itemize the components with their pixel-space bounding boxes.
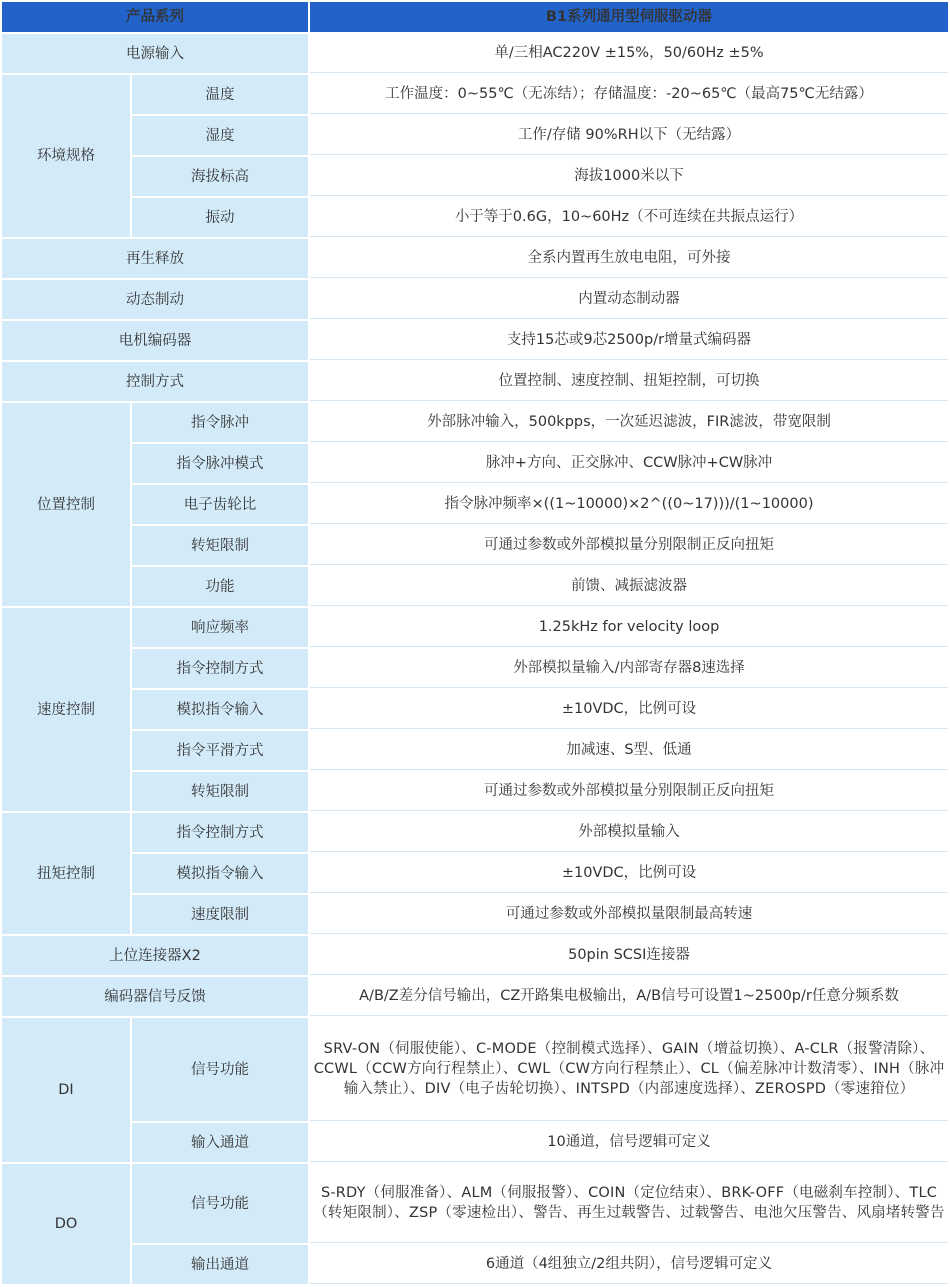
label-motor-encoder: 电机编码器 <box>2 321 308 360</box>
row-pos-torque-limit <box>2 526 948 565</box>
label-do-channels: 输出通道 <box>132 1245 308 1284</box>
row-spd-smoothing <box>2 731 948 770</box>
value-vibration: 小于等于0.6G，10~60Hz（不可连续在共振点运行） <box>310 198 948 237</box>
product-header: B1系列通用型伺服驱动器 <box>310 2 948 32</box>
row-pos-gear-ratio <box>2 485 948 524</box>
value-trq-speed-limit: 可通过参数或外部模拟量限制最高转速 <box>310 895 948 934</box>
value-power-input: 单/三相AC220V ±15%，50/60Hz ±5% <box>310 34 948 73</box>
row-power-input <box>2 34 948 73</box>
value-motor-encoder: 支持15芯或9芯2500p/r增量式编码器 <box>310 321 948 360</box>
label-altitude: 海拔标高 <box>132 157 308 196</box>
header-row <box>2 2 948 32</box>
value-spd-cmd-mode: 外部模拟量输入/内部寄存器8速选择 <box>310 649 948 688</box>
value-spd-analog: ±10VDC，比例可设 <box>310 690 948 729</box>
row-pos-pulse-mode <box>2 444 948 483</box>
label-vibration: 振动 <box>132 198 308 237</box>
label-do-signal-func: 信号功能 <box>132 1164 308 1243</box>
row-encoder-feedback <box>2 977 948 1016</box>
label-position-control: 位置控制 <box>2 403 130 606</box>
value-pos-function: 前馈、减振滤波器 <box>310 567 948 606</box>
row-env-temperature <box>2 75 948 114</box>
row-di-channels <box>2 1123 948 1162</box>
label-di-channels: 输入通道 <box>132 1123 308 1162</box>
value-trq-analog: ±10VDC，比例可设 <box>310 854 948 893</box>
value-altitude: 海拔1000米以下 <box>310 157 948 196</box>
value-host-connector: 50pin SCSI连接器 <box>310 936 948 975</box>
value-cmd-pulse: 外部脉冲输入，500kpps，一次延迟滤波，FIR滤波，带宽限制 <box>310 403 948 442</box>
label-regen: 再生释放 <box>2 239 308 278</box>
value-do-channels: 6通道（4组独立/2组共阴），信号逻辑可定义 <box>310 1245 948 1284</box>
label-spd-analog: 模拟指令输入 <box>132 690 308 729</box>
value-temperature: 工作温度：0~55℃（无冻结）；存储温度：-20~65℃（最高75℃无结露） <box>310 75 948 114</box>
row-control-mode <box>2 362 948 401</box>
label-speed-control: 速度控制 <box>2 608 130 811</box>
label-do: DO <box>2 1164 130 1284</box>
series-header: 产品系列 <box>2 2 308 32</box>
value-response-freq: 1.25kHz for velocity loop <box>310 608 948 647</box>
label-power-input: 电源输入 <box>2 34 308 73</box>
label-di: DI <box>2 1018 130 1162</box>
label-trq-speed-limit: 速度限制 <box>132 895 308 934</box>
row-trq-speed-limit <box>2 895 948 934</box>
label-host-connector: 上位连接器X2 <box>2 936 308 975</box>
label-cmd-pulse-mode: 指令脉冲模式 <box>132 444 308 483</box>
row-pos-function <box>2 567 948 606</box>
label-environment: 环境规格 <box>2 75 130 237</box>
row-env-vibration <box>2 198 948 237</box>
row-spd-cmd-mode <box>2 649 948 688</box>
row-spd-torque-limit <box>2 772 948 811</box>
value-regen: 全系内置再生放电电阻，可外接 <box>310 239 948 278</box>
label-spd-smoothing: 指令平滑方式 <box>132 731 308 770</box>
row-spd-response <box>2 608 948 647</box>
value-spd-smoothing: 加减速、S型、低通 <box>310 731 948 770</box>
value-humidity: 工作/存储 90%RH以下（无结露） <box>310 116 948 155</box>
value-pos-torque-limit: 可通过参数或外部模拟量分别限制正反向扭矩 <box>310 526 948 565</box>
row-motor-encoder <box>2 321 948 360</box>
value-cmd-pulse-mode: 脉冲+方向、正交脉冲、CCW脉冲+CW脉冲 <box>310 444 948 483</box>
row-regen <box>2 239 948 278</box>
label-dynamic-brake: 动态制动 <box>2 280 308 319</box>
value-trq-cmd-mode: 外部模拟量输入 <box>310 813 948 852</box>
label-humidity: 湿度 <box>132 116 308 155</box>
row-dynamic-brake <box>2 280 948 319</box>
row-spd-analog <box>2 690 948 729</box>
row-do-channels <box>2 1245 948 1284</box>
label-encoder-feedback: 编码器信号反馈 <box>2 977 308 1016</box>
label-trq-cmd-mode: 指令控制方式 <box>132 813 308 852</box>
row-pos-pulse <box>2 403 948 442</box>
row-host-connector <box>2 936 948 975</box>
value-control-mode: 位置控制、速度控制、扭矩控制，可切换 <box>310 362 948 401</box>
label-spd-cmd-mode: 指令控制方式 <box>132 649 308 688</box>
label-torque-control: 扭矩控制 <box>2 813 130 934</box>
row-trq-analog <box>2 854 948 893</box>
row-di-signals <box>2 1018 948 1121</box>
label-spd-torque-limit: 转矩限制 <box>132 772 308 811</box>
value-do-signal-func: S-RDY（伺服准备）、ALM（伺服报警）、COIN（定位结束）、BRK-OFF（电磁刹车控制）、TLC（转矩限制）、ZSP（零速检出）、警告、再生过载警告、过载警告、电池欠压警告、风扇堵转警告 <box>310 1164 948 1243</box>
value-dynamic-brake: 内置动态制动器 <box>310 280 948 319</box>
row-env-humidity <box>2 116 948 155</box>
value-encoder-feedback: A/B/Z差分信号输出，CZ开路集电极输出，A/B信号可设置1~2500p/r任意分频系数 <box>310 977 948 1016</box>
value-di-channels: 10通道，信号逻辑可定义 <box>310 1123 948 1162</box>
row-env-altitude <box>2 157 948 196</box>
label-cmd-pulse: 指令脉冲 <box>132 403 308 442</box>
row-do-signals <box>2 1164 948 1243</box>
value-gear-ratio: 指令脉冲频率×((1~10000)×2^((0~17)))/(1~10000) <box>310 485 948 524</box>
value-spd-torque-limit: 可通过参数或外部模拟量分别限制正反向扭矩 <box>310 772 948 811</box>
label-control-mode: 控制方式 <box>2 362 308 401</box>
label-pos-torque-limit: 转矩限制 <box>132 526 308 565</box>
label-trq-analog: 模拟指令输入 <box>132 854 308 893</box>
row-trq-cmd-mode <box>2 813 948 852</box>
label-response-freq: 响应频率 <box>132 608 308 647</box>
label-temperature: 温度 <box>132 75 308 114</box>
label-pos-function: 功能 <box>132 567 308 606</box>
label-di-signal-func: 信号功能 <box>132 1018 308 1121</box>
value-di-signal-func: SRV-ON（伺服使能）、C-MODE（控制模式选择）、GAIN（增益切换）、A-CLR（报警清除）、CCWL（CCW方向行程禁止）、CWL（CW方向行程禁止）、CL（偏差脉冲计数清零）、INH（脉冲输入禁止）、DIV（电子齿轮切换）、INTSPD（内部速度选择）、ZEROSPD（零速箝位） <box>310 1018 948 1121</box>
label-gear-ratio: 电子齿轮比 <box>132 485 308 524</box>
